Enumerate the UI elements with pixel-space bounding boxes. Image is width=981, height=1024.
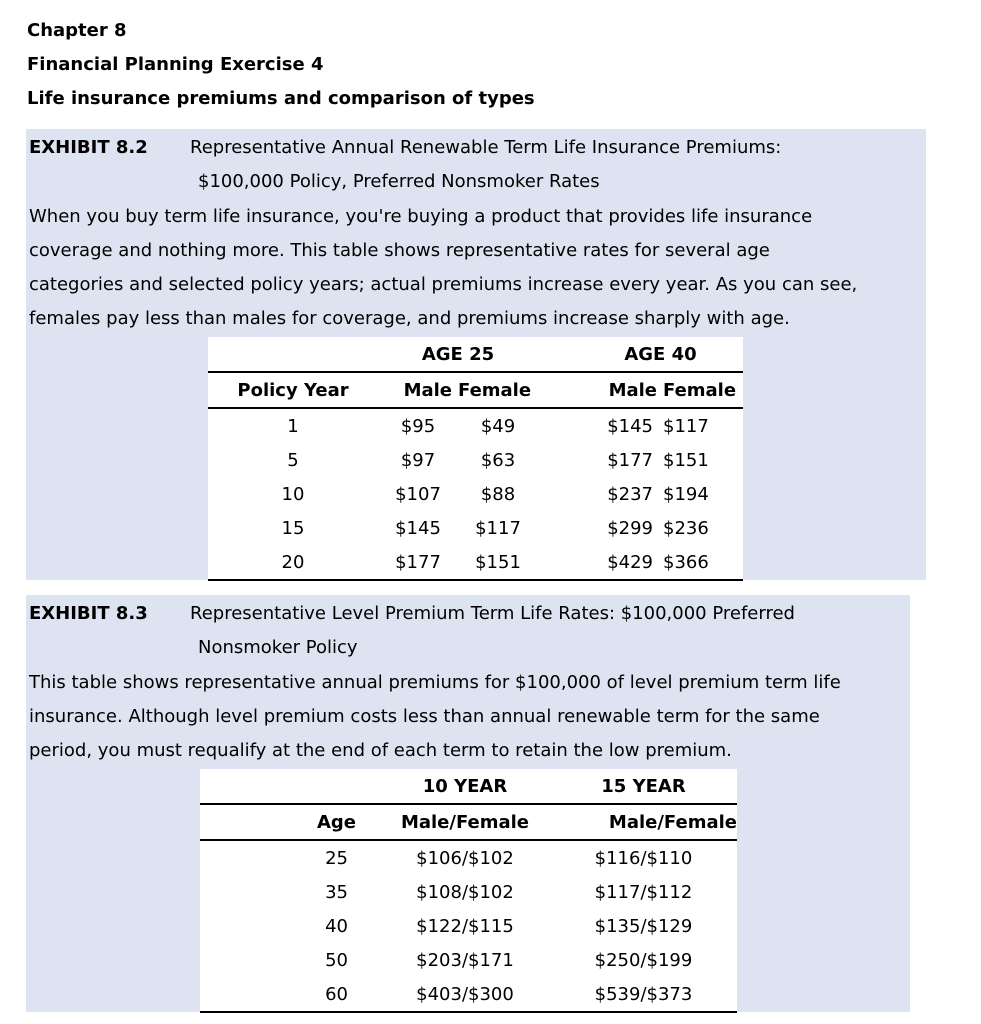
table-row: 20 $177 $151 $429 $366 <box>208 545 743 580</box>
exercise-heading: Financial Planning Exercise 4 <box>27 54 324 75</box>
topic-heading: Life insurance premiums and comparison of types <box>27 88 535 109</box>
column-header: Female <box>663 372 743 408</box>
column-header: Male/Female <box>550 804 737 840</box>
table-row: 15 $145 $117 $299 $236 <box>281 517 709 539</box>
level-premium-table <box>200 769 737 1013</box>
table-row: 1 $95 $49 $145 $117 <box>287 415 709 437</box>
table-row: 60 $403/$300 $539/$373 <box>200 977 737 1012</box>
exhibit-8-2-panel <box>26 129 926 580</box>
group-header-age-25: AGE 25 <box>378 337 538 372</box>
exhibit-label: EXHIBIT 8.2 <box>29 137 148 158</box>
group-header-10-year: 10 YEAR <box>380 769 550 804</box>
column-header: Policy Year <box>208 372 378 408</box>
table-row: 10 $107 $88 $237 $194 <box>281 483 709 505</box>
group-header <box>200 769 380 804</box>
table-row: 25 $106/$102 $116/$110 <box>325 847 693 869</box>
exhibit-title-cont: Nonsmoker Policy <box>198 637 358 658</box>
column-header: Age <box>200 804 380 840</box>
table-row: 50 $203/$171 $250/$199 <box>325 949 693 971</box>
exhibit-title: Representative Level Premium Term Life Rates: $100,000 Preferred <box>190 603 795 624</box>
table-row: 35 $108/$102 $117/$112 <box>325 881 693 903</box>
exhibit-8-3-panel <box>26 595 910 1012</box>
column-header: Male/Female <box>380 804 550 840</box>
table-row: 5 $97 $63 $177 $151 <box>287 449 709 471</box>
column-header: Male <box>538 372 663 408</box>
table-row: 40 $122/$115 $135/$129 <box>325 915 693 937</box>
exhibit-title: Representative Annual Renewable Term Life Insurance Premiums: <box>190 137 782 158</box>
exhibit-label: EXHIBIT 8.3 <box>29 603 148 624</box>
column-header: Male <box>378 372 458 408</box>
column-header: Female <box>458 372 538 408</box>
group-header-age-40: AGE 40 <box>538 337 743 372</box>
arт-premium-table <box>208 337 743 581</box>
chapter-heading: Chapter 8 <box>27 20 127 41</box>
exhibit-title-cont: $100,000 Policy, Preferred Nonsmoker Rates <box>198 171 600 192</box>
group-header-15-year: 15 YEAR <box>550 769 737 804</box>
exhibit-description: When you buy term life insurance, you're buying a product that provides life insurance coverage and nothing more. This table shows representative rates for several age categories and selected policy years; actual premiums increase every year. As you can see, females pay less than males for coverage, and premiums increase sharply with age. <box>29 206 858 329</box>
exhibit-description: This table shows representative annual premiums for $100,000 of level premium term life insurance. Although level premium costs less than annual renewable term for the same period, you must requalify at the end of each term to retain the low premium. <box>29 672 841 761</box>
group-header <box>208 337 378 372</box>
